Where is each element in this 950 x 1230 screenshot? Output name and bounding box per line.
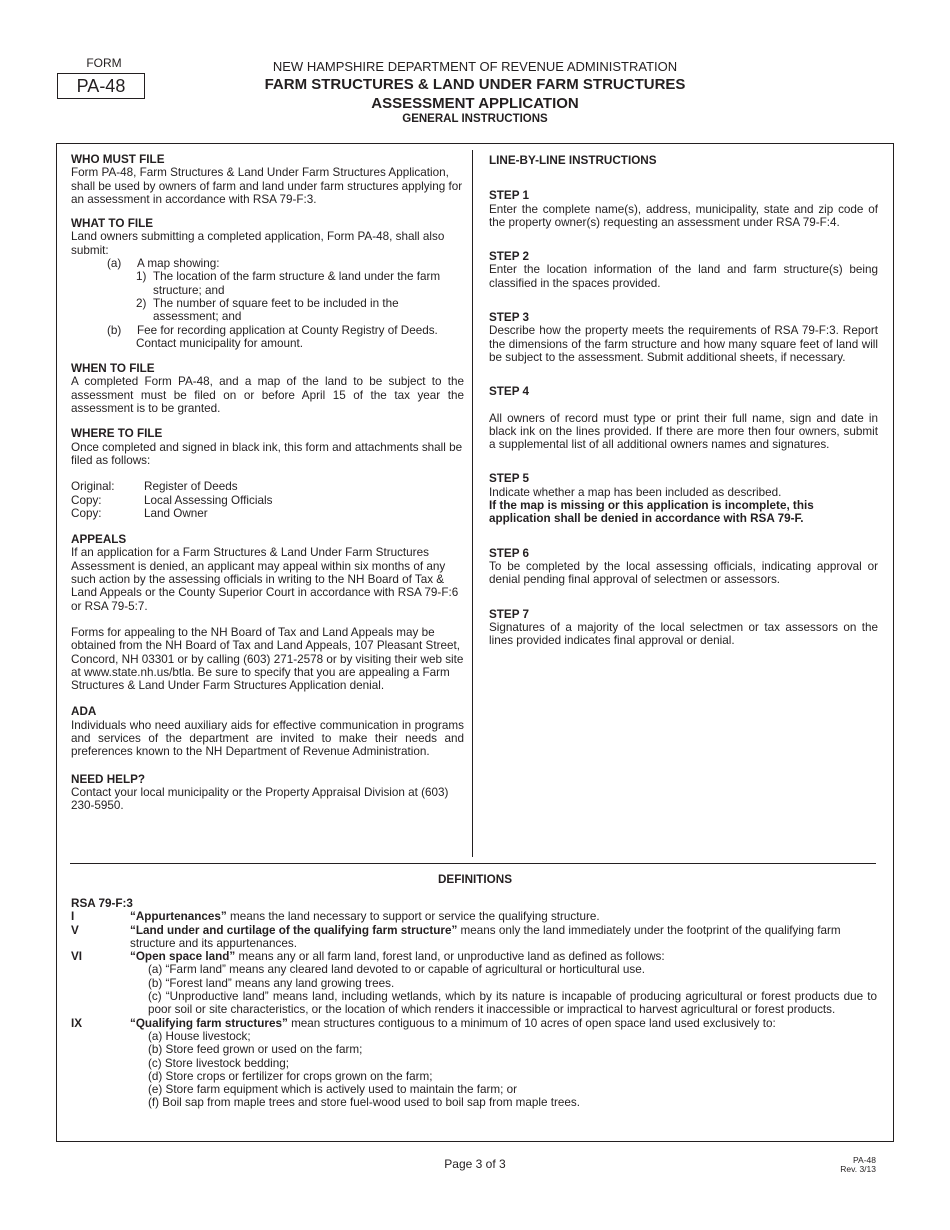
when-to-file-text: A completed Form PA-48, and a map of the land to be subject to the assessment must be filed on or before April 15 of the tax year the assessment is to be granted. [71, 375, 464, 416]
step-text: Signatures of a majority of the local selectmen or tax assessors on the lines provided indicates final approval or denial. [489, 620, 878, 648]
who-must-file-heading: WHO MUST FILE [71, 153, 165, 166]
what-to-file-item-a2 [136, 297, 464, 324]
definition-subitem: (b) Store feed grown or used on the farm; [148, 1043, 363, 1057]
ada-section [71, 705, 464, 758]
where-to-file-section [71, 427, 464, 520]
step-7 [489, 608, 878, 648]
definitions-divider [70, 863, 876, 864]
need-help-text: Contact your local municipality or the Property Appraisal Division at (603) 230-5950. [71, 785, 449, 813]
definition-text: mean structures contiguous to a minimum of 10 acres of open space land used exclusively to: [287, 1016, 776, 1030]
form-label: FORM [86, 56, 122, 70]
step-2 [489, 250, 878, 290]
definition-subitem: (c) Store livestock bedding; [148, 1056, 289, 1070]
step-6 [489, 547, 878, 587]
filing-row [71, 480, 464, 493]
what-to-file-intro: Land owners submitting a completed application, Form PA-48, shall also submit: [71, 230, 445, 257]
appeals-forms-text: Forms for appealing to the NH Board of Tax and Land Appeals may be obtained from the NH Board of Tax and Land Appeals, 107 Pleasant Street, Concord, NH 03301 or by calling (603) 271-2578 or by visiting their web site at www.state.nh.us/btla. Be sure to specify that you are appealing a Farm Structures & Land Under Farm Structures Application denial. [71, 625, 464, 693]
what-to-file-item-a1 [136, 270, 464, 297]
step-text: To be completed by the local assessing officials, indicating approval or denial pending final approval of selectmen or assessors. [489, 559, 878, 587]
filing-row [71, 507, 464, 520]
definition-term: “Open space land” [130, 950, 236, 964]
appeals-text: If an application for a Farm Structures & Land Under Farm Structures Assessment is denied, an applicant may appeal within six months of any such action by the assessing officials in writing to the NH Board of Tax & Land Appeals or the County Superior Court in accordance with RSA 79-F:6 or RSA 79-5:7. [71, 546, 459, 613]
need-help-section [71, 773, 464, 813]
column-divider [472, 150, 473, 857]
appeals-section [71, 533, 464, 692]
step-heading: STEP 7 [489, 607, 530, 621]
definition-number: V [71, 923, 79, 937]
item-label: (a) [107, 257, 122, 271]
item-label: 2) [136, 296, 147, 310]
right-column [489, 154, 878, 668]
definition-subitem: (d) Store crops or fertilizer for crops grown on the farm; [148, 1069, 433, 1083]
definition-subitem: (a) “Farm land” means any cleared land devoted to or capable of agricultural or horticultural use. [148, 963, 645, 977]
page-title-line2: ASSESSMENT APPLICATION [371, 95, 579, 112]
item-text-continued: Contact municipality for amount. [136, 336, 303, 350]
definition-subitem: (a) House livestock; [148, 1029, 251, 1043]
where-to-file-heading: WHERE TO FILE [71, 427, 163, 441]
what-to-file-section [71, 217, 464, 350]
appeals-heading: APPEALS [71, 533, 127, 547]
step-3 [489, 311, 878, 364]
filing-label: Original: [71, 480, 115, 494]
definition-i [71, 910, 877, 923]
definitions-heading: DEFINITIONS [437, 873, 513, 886]
step-heading: STEP 2 [489, 250, 530, 264]
filing-row [71, 494, 464, 507]
page-title: FARM STRUCTURES & LAND UNDER FARM STRUCTURES [264, 76, 686, 93]
step-heading: STEP 3 [489, 311, 530, 325]
filing-destination: Local Assessing Officials [144, 493, 273, 507]
what-to-file-heading: WHAT TO FILE [71, 217, 154, 231]
what-to-file-item-a [71, 257, 464, 270]
definition-text: means the land necessary to support or service the qualifying structure. [226, 910, 600, 924]
revision-date: Rev. 3/13 [840, 1164, 876, 1174]
line-by-line-heading: LINE-BY-LINE INSTRUCTIONS [489, 154, 657, 167]
definition-subitem: (c) “Unproductive land” means land, including wetlands, which by its nature is incapable of producing agricultural or forest products due to poor soil or site characteristics, or the location of which renders it inaccessible or impractical to harvest agricultural or forest products. [148, 990, 877, 1017]
ada-heading: ADA [71, 705, 97, 719]
item-text: Fee for recording application at County Registry of Deeds. [137, 323, 438, 337]
step-text: Indicate whether a map has been included as described. [489, 485, 782, 499]
definition-subitem: (f) Boil sap from maple trees and store fuel-wood used to boil sap from maple trees. [148, 1096, 580, 1110]
what-to-file-item-b [71, 324, 464, 337]
item-text: The number of square feet to be included in the assessment; and [153, 296, 399, 324]
where-to-file-text: Once completed and signed in black ink, this form and attachments shall be filed as follows: [71, 440, 463, 467]
definition-subitem: (b) “Forest land” means any land growing trees. [148, 976, 395, 990]
revision-note [820, 1156, 876, 1174]
step-1 [489, 189, 878, 229]
step-text: Enter the complete name(s), address, municipality, state and zip code of the property owner(s) requesting an assessment under RSA 79-F:4. [489, 202, 878, 229]
definition-ix [71, 1017, 877, 1110]
definition-subitem: (e) Store farm equipment which is actively used to maintain the farm; or [148, 1083, 517, 1097]
definition-term: “Qualifying farm structures” [130, 1016, 288, 1030]
who-must-file-text: Form PA-48, Farm Structures & Land Under Farm Structures Application, shall be used by owners of farm and land under farm structures applying for an assessment in accordance with RSA 79-F:3. [71, 166, 463, 206]
left-column [71, 153, 464, 812]
item-text: The location of the farm structure & land under the farm structure; and [153, 270, 441, 297]
step-5 [489, 472, 878, 525]
definition-number: IX [71, 1016, 83, 1030]
filing-label: Copy: [71, 506, 102, 520]
who-must-file-section [71, 153, 464, 206]
item-label: (b) [107, 323, 122, 337]
filing-destination: Register of Deeds [144, 480, 238, 494]
revision-form: PA-48 [853, 1155, 876, 1165]
definition-number: I [71, 910, 75, 924]
filing-label: Copy: [71, 493, 102, 507]
form-number-box: PA-48 [57, 73, 145, 99]
definition-text: means only the land immediately under the footprint of the qualifying farm structure and its appurtenances. [130, 923, 841, 950]
step-heading: STEP 5 [489, 472, 530, 486]
definition-text: means any or all farm land, forest land, or unproductive land as defined as follows: [235, 950, 665, 964]
step-heading: STEP 1 [489, 189, 530, 203]
step-text: Enter the location information of the land and farm structure(s) being classified in the spaces provided. [489, 263, 878, 290]
rsa-reference: RSA 79-F:3 [71, 897, 133, 910]
step-heading: STEP 6 [489, 546, 530, 560]
need-help-heading: NEED HELP? [71, 772, 146, 786]
definitions-section [71, 897, 877, 1110]
page-number: Page 3 of 3 [444, 1157, 506, 1171]
step-warning-text: If the map is missing or this application is incomplete, this application shall be denied in accordance with RSA 79-F. [489, 499, 814, 526]
step-text: All owners of record must type or print their full name, sign and date in black ink on the lines provided. If there are more then four owners, submit a supplemental list of all additional owners names and signatures. [489, 411, 878, 452]
filing-destination: Land Owner [144, 506, 208, 520]
item-text: A map showing: [137, 257, 220, 271]
step-text: Describe how the property meets the requirements of RSA 79-F:3. Report the dimensions of the farm structure and how many square feet of land will be subject to the assessment. Submit additional sheets, if necessary. [489, 324, 878, 364]
definition-term: “Land under and curtilage of the qualifying farm structure” [130, 923, 458, 937]
page-subtitle: GENERAL INSTRUCTIONS [402, 113, 548, 125]
department-name: NEW HAMPSHIRE DEPARTMENT OF REVENUE ADMINISTRATION [272, 59, 678, 74]
definition-number: VI [71, 950, 83, 964]
step-4 [489, 385, 878, 451]
step-heading: STEP 4 [489, 385, 530, 399]
ada-text: Individuals who need auxiliary aids for effective communication in programs and services of the department are invited to make their needs and preferences known to the NH Department of Revenue Administration. [71, 718, 464, 759]
when-to-file-heading: WHEN TO FILE [71, 362, 155, 376]
definition-v [71, 924, 877, 951]
definition-vi [71, 950, 877, 1016]
definition-term: “Appurtenances” [130, 910, 227, 924]
when-to-file-section [71, 362, 464, 415]
item-label: 1) [136, 270, 147, 284]
